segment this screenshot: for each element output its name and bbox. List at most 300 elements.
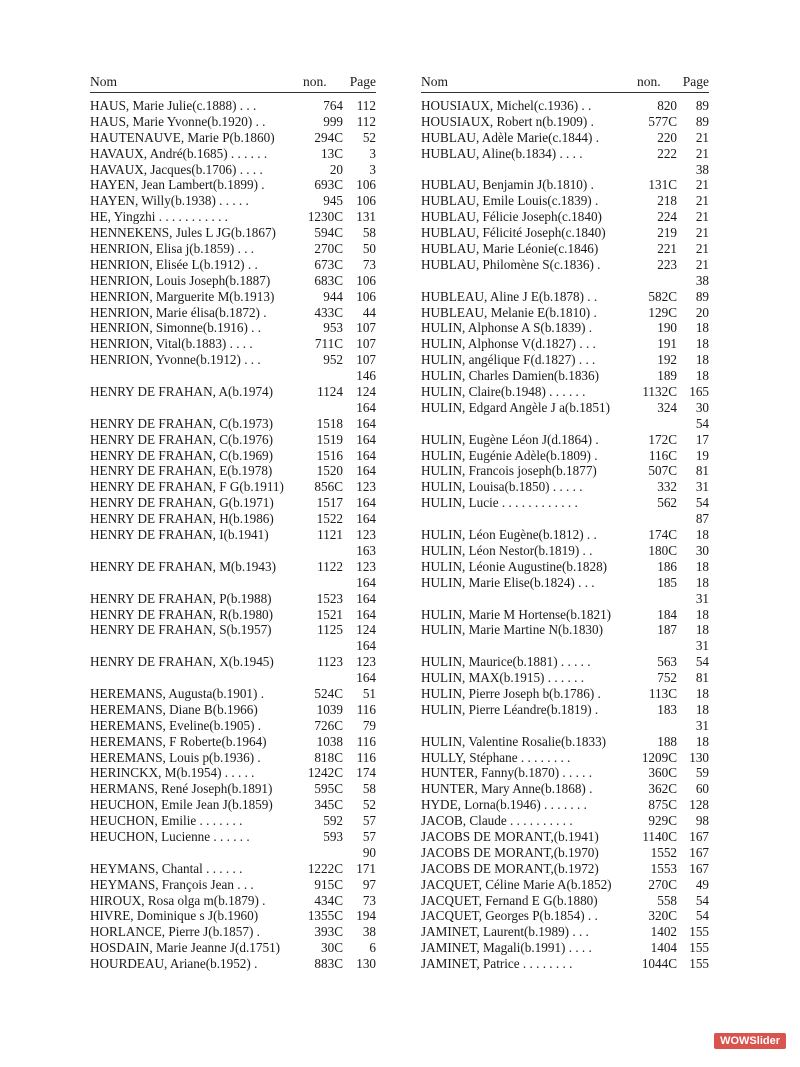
index-entry [421,956,709,972]
entry-name: HULIN, Valentine Rosalie(b.1833) [421,733,607,749]
entry-page: 6 [369,940,376,956]
entry-name: HEREMANS, Louis p(b.1936) . [90,749,261,765]
entry-name: HENRY DE FRAHAN, R(b.1980) [90,606,274,622]
entry-name: HUBLAU, Félicie Joseph(c.1840) [421,209,602,225]
entry-page: 21 [695,209,709,225]
entry-number: 434C [314,892,343,908]
entry-page: 21 [695,225,709,241]
entry-number: 1553 [650,860,677,876]
index-entry [421,861,709,877]
entry-number: 1242C [307,765,343,781]
index-entry [421,114,709,130]
entry-number: 332 [657,479,677,495]
entry-name: HULLY, Stéphane . . . . . . . . [421,749,571,765]
entry-page: 163 [356,542,376,558]
entry-number: 952 [323,352,343,368]
entry-number: 1123 [317,654,343,670]
entry-name: HUBLAU, Aline(b.1834) . . . . [421,145,583,161]
entry-number: 1121 [317,527,343,543]
entry-name: HUBLAU, Emile Louis(c.1839) . [421,193,599,209]
entry-page: 107 [356,352,376,368]
entry-page: 112 [356,98,376,113]
index-entry [90,257,376,273]
index-entry [421,225,709,241]
entry-page: 79 [362,717,376,733]
index-entry [90,797,376,813]
entry-number: 433C [314,304,343,320]
entry-page: 164 [356,431,376,447]
entry-page: 164 [356,670,376,686]
index-entry [421,400,709,416]
index-entry [421,543,709,559]
index-entry [421,241,709,257]
entry-number: 187 [657,622,677,638]
entry-page: 164 [356,415,376,431]
column-header [421,74,709,90]
entry-number: 883C [314,956,343,972]
entry-name: HULIN, Marie Elise(b.1824) . . . [421,574,595,590]
entry-page: 123 [356,558,376,574]
entry-name: HIROUX, Rosa olga m(b.1879) . [90,892,266,908]
index-entry [90,146,376,162]
entry-number: 673C [314,256,343,272]
entry-page: 164 [356,463,376,479]
entry-name: HULIN, Alphonse V(d.1827) . . . [421,336,596,352]
entry-number: 294C [314,129,343,145]
index-entry [90,591,376,607]
entry-number: 562 [657,495,677,511]
index-entry [90,209,376,225]
entry-name: HENRY DE FRAHAN, G(b.1971) [90,495,274,511]
index-entry [421,448,709,464]
entry-number: 1519 [316,431,343,447]
entry-name: HUBLAU, Benjamin J(b.1810) . [421,177,594,193]
entry-name: HENRION, Yvonne(b.1912) . . . [90,352,261,368]
entry-number: 944 [323,288,343,304]
entry-number: 582C [648,288,677,304]
entry-page: 106 [356,177,376,193]
index-entry [421,702,709,718]
header-nom: Nom [421,74,448,89]
entry-page: 106 [356,272,376,288]
entry-page: 89 [695,98,709,113]
entry-name: HE, Yingzhi . . . . . . . . . . . [90,209,228,225]
index-entry [421,813,709,829]
header-non: non. [303,74,327,89]
entry-page: 164 [356,574,376,590]
index-entry [421,638,709,654]
entry-name: HENRY DE FRAHAN, I(b.1941) [90,527,269,543]
entry-number: 131C [648,177,677,193]
entry-page: 81 [695,670,709,686]
entry-page: 106 [356,193,376,209]
entry-page: 54 [695,415,709,431]
entry-page: 89 [695,113,709,129]
entry-number: 192 [657,352,677,368]
index-entry [90,479,376,495]
entry-page: 38 [695,161,709,177]
entry-page: 106 [356,288,376,304]
entry-page: 73 [362,892,376,908]
entry-name: HYDE, Lorna(b.1946) . . . . . . . [421,797,587,813]
entry-name: HENRY DE FRAHAN, C(b.1976) [90,431,274,447]
index-entry [421,352,709,368]
entry-name: HULIN, Marie M Hortense(b.1821) [421,606,612,622]
entry-name: HOUSIAUX, Michel(c.1936) . . [421,98,592,113]
entry-page: 20 [695,304,709,320]
entry-page: 171 [356,860,376,876]
index-entry [90,511,376,527]
entry-number: 1124 [317,384,343,400]
entry-number: 592 [323,813,343,829]
index-entry [421,893,709,909]
entry-page: 123 [356,527,376,543]
index-entry [90,956,376,972]
entry-number: 507C [648,463,677,479]
entry-page: 124 [356,622,376,638]
entry-number: 593 [323,828,343,844]
entry-number: 188 [657,733,677,749]
entry-page: 124 [356,384,376,400]
entry-page: 116 [356,733,376,749]
entry-number: 563 [657,654,677,670]
entry-name: HAUTENAUVE, Marie P(b.1860) [90,129,275,145]
entry-name: HENRY DE FRAHAN, E(b.1978) [90,463,273,479]
entry-number: 1522 [316,511,343,527]
header-page: Page [349,74,376,89]
index-entry [90,368,376,384]
entry-page: 164 [356,399,376,415]
index-entry [90,940,376,956]
index-entry [90,877,376,893]
entry-number: 221 [657,241,677,257]
entry-number: 320C [648,908,677,924]
index-entry [421,877,709,893]
entry-name: HENRY DE FRAHAN, C(b.1969) [90,447,274,463]
index-entry [90,193,376,209]
entry-name: HENRION, Marie élisa(b.1872) . [90,304,267,320]
entry-name: HOURDEAU, Ariane(b.1952) . [90,956,258,972]
entry-page: 18 [695,320,709,336]
entry-number: 190 [657,320,677,336]
entry-number: 999 [323,113,343,129]
entry-page: 73 [362,256,376,272]
entry-page: 21 [695,129,709,145]
index-entry [90,559,376,575]
index-entry [90,130,376,146]
entry-name: HULIN, MAX(b.1915) . . . . . . [421,670,584,686]
entry-number: 220 [657,129,677,145]
index-entry [421,289,709,305]
entry-number: 726C [314,717,343,733]
entry-number: 1520 [316,463,343,479]
entry-name: HEREMANS, Augusta(b.1901) . [90,685,264,701]
entry-number: 711C [314,336,343,352]
index-entry [421,479,709,495]
index-entry [90,463,376,479]
index-entry [421,98,709,114]
entry-number: 595C [314,781,343,797]
index-entry [90,845,376,861]
entry-page: 164 [356,511,376,527]
entry-name: JACQUET, Céline Marie A(b.1852) [421,876,612,892]
entry-name: HENRY DE FRAHAN, X(b.1945) [90,654,274,670]
index-entry [90,384,376,400]
entry-page: 123 [356,654,376,670]
entry-page: 130 [356,956,376,972]
entry-page: 18 [695,558,709,574]
index-entry [421,130,709,146]
entry-page: 21 [695,241,709,257]
entry-number: 953 [323,320,343,336]
index-entry [90,924,376,940]
entry-number: 818C [314,749,343,765]
index-entry [90,305,376,321]
entry-page: 81 [695,463,709,479]
header-nom: Nom [90,74,117,89]
index-entry [421,527,709,543]
entry-number: 752 [657,670,677,686]
entry-name: HERINCKX, M(b.1954) . . . . . [90,765,255,781]
index-entry [90,352,376,368]
index-entry [421,162,709,178]
entry-name: JACQUET, Fernand E G(b.1880) [421,892,598,908]
index-entry [421,273,709,289]
entry-number: 1230C [307,209,343,225]
index-entry [421,686,709,702]
index-entry [90,241,376,257]
entry-page: 54 [695,892,709,908]
entry-page: 30 [695,399,709,415]
entry-page: 54 [695,654,709,670]
entry-name: HENRION, Louis Joseph(b.1887) [90,272,271,288]
entry-number: 764 [323,98,343,113]
index-entry [90,686,376,702]
entry-name: HULIN, Lucie . . . . . . . . . . . . [421,495,578,511]
entry-name: HULIN, Charles Damien(b.1836) [421,368,599,384]
entry-number: 594C [314,225,343,241]
entry-number: 393C [314,924,343,940]
index-entry [90,289,376,305]
entry-page: 21 [695,177,709,193]
entry-number: 224 [657,209,677,225]
entry-number: 113C [648,685,677,701]
entry-name: HENRY DE FRAHAN, C(b.1973) [90,415,274,431]
header-non: non. [637,74,661,89]
index-rows-left [90,98,376,972]
entry-name: HUNTER, Mary Anne(b.1868) . [421,781,593,797]
entry-page: 49 [695,876,709,892]
index-entry [90,622,376,638]
index-entry [90,432,376,448]
entry-name: JAMINET, Magali(b.1991) . . . . [421,940,592,956]
entry-page: 130 [689,749,709,765]
index-entry [421,845,709,861]
entry-name: HENRION, Simonne(b.1916) . . [90,320,262,336]
entry-page: 58 [362,225,376,241]
entry-number: 683C [314,272,343,288]
entry-number: 1209C [641,749,677,765]
entry-page: 167 [689,828,709,844]
index-entry [421,193,709,209]
entry-number: 362C [648,781,677,797]
index-entry [421,908,709,924]
index-entry [90,114,376,130]
entry-page: 164 [356,638,376,654]
header-page: Page [682,74,709,89]
entry-number: 360C [648,765,677,781]
entry-name: HULIN, Claire(b.1948) . . . . . . [421,384,586,400]
entry-number: 345C [314,797,343,813]
index-entry [421,765,709,781]
entry-page: 18 [695,336,709,352]
entry-page: 30 [695,542,709,558]
entry-name: HULIN, angélique F(d.1827) . . . [421,352,596,368]
entry-name: HEREMANS, Diane B(b.1966) [90,701,258,717]
index-entry [90,734,376,750]
entry-page: 31 [695,638,709,654]
entry-page: 52 [362,797,376,813]
entry-page: 21 [695,256,709,272]
index-entry [421,209,709,225]
index-entry [421,320,709,336]
entry-name: HENRION, Elisée L(b.1912) . . [90,256,258,272]
index-entry [421,177,709,193]
entry-number: 577C [648,113,677,129]
entry-page: 59 [695,765,709,781]
entry-name: HULIN, Francois joseph(b.1877) [421,463,597,479]
header-divider [421,92,709,93]
index-entry [421,797,709,813]
entry-name: HENRY DE FRAHAN, S(b.1957) [90,622,272,638]
entry-page: 38 [695,272,709,288]
entry-number: 1521 [316,606,343,622]
index-entry [90,861,376,877]
entry-number: 1404 [650,940,677,956]
entry-name: HENRY DE FRAHAN, F G(b.1911) [90,479,284,495]
entry-page: 87 [695,511,709,527]
index-entry [90,781,376,797]
entry-number: 1125 [317,622,343,638]
entry-number: 1516 [316,447,343,463]
entry-number: 1402 [650,924,677,940]
entry-name: HORLANCE, Pierre J(b.1857) . [90,924,260,940]
entry-name: JACOBS DE MORANT,(b.1970) [421,844,599,860]
entry-name: HENRY DE FRAHAN, M(b.1943) [90,558,276,574]
entry-name: HULIN, Edgard Angèle J a(b.1851) [421,399,610,415]
index-entry [90,336,376,352]
entry-name: HAYEN, Willy(b.1938) . . . . . [90,193,249,209]
entry-name: HULIN, Léon Eugène(b.1812) . . [421,527,597,543]
entry-name: HOUSIAUX, Robert n(b.1909) . [421,113,594,129]
index-entry [90,908,376,924]
entry-name: HULIN, Pierre Joseph b(b.1786) . [421,685,601,701]
entry-number: 186 [657,558,677,574]
entry-number: 191 [657,336,677,352]
index-entry [90,893,376,909]
index-entry [421,781,709,797]
entry-name: HAUS, Marie Yvonne(b.1920) . . [90,113,266,129]
entry-number: 1132C [642,384,677,400]
entry-number: 1039 [316,701,343,717]
index-entry [421,463,709,479]
entry-page: 97 [362,876,376,892]
entry-page: 3 [369,161,376,177]
entry-name: HENRY DE FRAHAN, A(b.1974) [90,384,274,400]
entry-name: HUBLAU, Marie Léonie(c.1846) [421,241,599,257]
entry-page: 57 [362,813,376,829]
wowslider-watermark[interactable]: WOWSlider [714,1033,786,1049]
entry-page: 116 [356,701,376,717]
index-entry [421,575,709,591]
entry-number: 129C [648,304,677,320]
entry-number: 222 [657,145,677,161]
entry-number: 1523 [316,590,343,606]
entry-page: 31 [695,590,709,606]
entry-name: HEUCHON, Emilie . . . . . . . [90,813,243,829]
index-entry [421,559,709,575]
entry-name: HENRION, Elisa j(b.1859) . . . [90,241,255,257]
entry-number: 270C [648,876,677,892]
entry-number: 185 [657,574,677,590]
header-divider [90,92,376,93]
entry-number: 875C [648,797,677,813]
entry-name: HEUCHON, Lucienne . . . . . . [90,828,250,844]
index-entry [421,305,709,321]
entry-number: 1355C [307,908,343,924]
index-entry [90,654,376,670]
entry-name: HUNTER, Fanny(b.1870) . . . . . [421,765,593,781]
index-entry [421,336,709,352]
entry-page: 18 [695,733,709,749]
index-entry [90,177,376,193]
entry-page: 128 [689,797,709,813]
entry-page: 164 [356,590,376,606]
entry-page: 167 [689,844,709,860]
index-entry [90,638,376,654]
entry-page: 155 [689,924,709,940]
index-entry [421,654,709,670]
entry-number: 1517 [316,495,343,511]
entry-name: HERMANS, René Joseph(b.1891) [90,781,273,797]
index-rows-right [421,98,709,972]
entry-name: JACOBS DE MORANT,(b.1941) [421,828,599,844]
entry-name: HUBLAU, Philomène S(c.1836) . [421,256,601,272]
entry-page: 31 [695,717,709,733]
entry-name: HENRION, Marguerite M(b.1913) [90,288,275,304]
entry-name: HIVRE, Dominique s J(b.1960) [90,908,259,924]
entry-page: 18 [695,606,709,622]
index-entry [90,670,376,686]
index-entry [421,670,709,686]
entry-number: 1552 [650,844,677,860]
entry-page: 164 [356,495,376,511]
entry-page: 3 [369,145,376,161]
entry-name: HULIN, Louisa(b.1850) . . . . . [421,479,583,495]
entry-name: HOSDAIN, Marie Jeanne J(d.1751) [90,940,281,956]
entry-name: HULIN, Eugénie Adèle(b.1809) . [421,447,598,463]
entry-page: 18 [695,352,709,368]
entry-number: 184 [657,606,677,622]
index-entry [421,924,709,940]
entry-number: 558 [657,892,677,908]
index-entry [421,940,709,956]
index-entry [90,400,376,416]
entry-page: 31 [695,479,709,495]
entry-page: 51 [362,685,376,701]
entry-number: 180C [648,542,677,558]
entry-page: 18 [695,527,709,543]
